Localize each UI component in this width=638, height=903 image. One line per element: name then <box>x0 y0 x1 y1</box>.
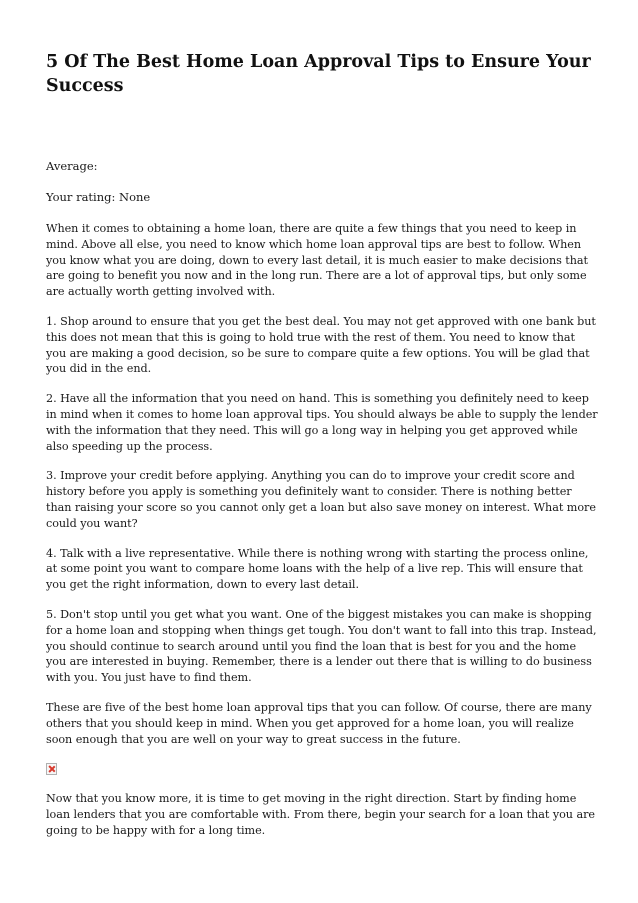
closing-paragraph: Now that you know more, it is time to get moving in the right direction. Start by finding home loan lenders that you are comfortable with. From there, begin your search for a loan that you are going to be happy with for a long time. <box>46 792 595 837</box>
document-title: 5 Of The Best Home Loan Approval Tips to Ensure Your Success <box>46 52 591 96</box>
tip-paragraph-5: 5. Don't stop until you get what you want. One of the biggest mistakes you can make is shopping for a home loan and stopping when things get tough. You don't want to fall into this trap. Instead, you should continue to search around until you find the loan that is best for you and the home you are interested in buying. Remember, there is a lender out there that is willing to do business with you. You just have to find them. <box>46 607 597 685</box>
tip-paragraph-4: 4. Talk with a live representative. While there is nothing wrong with starting the process online, at some point you want to compare home loans with the help of a live rep. This will ensure that you get the right information, down to every last detail. <box>46 546 589 592</box>
tip-paragraph-3: 3. Improve your credit before applying. Anything you can do to improve your credit score and history before you apply is something you definitely want to consider. There is nothing better than raising your score so you cannot only get a loan but also save money on interest. What more could you want? <box>46 469 596 530</box>
embedded-image <box>46 763 58 775</box>
tip-paragraph-1: 1. Shop around to ensure that you get the best deal. You may not get approved with one bank but this does not mean that this is going to hold true with the rest of them. You need to know that you are making a good decision, so be sure to compare quite a few options. You will be glad that you did in the end. <box>46 314 596 376</box>
your-rating-label: Your rating: None <box>46 190 151 204</box>
document-page <box>46 50 598 839</box>
average-rating-label: Average: <box>46 159 98 173</box>
intro-paragraph: When it comes to obtaining a home loan, there are quite a few things that you need to keep in mind. Above all else, you need to know which home loan approval tips are best to follow. When you know what you are doing, down to every last detail, it is much easier to make decisions that are going to benefit you now and in the long run. There are a lot of approval tips, but only some are actually worth getting involved with. <box>46 222 588 299</box>
broken-image-icon <box>46 763 57 775</box>
tip-paragraph-2: 2. Have all the information that you need on hand. This is something you definitely need to keep in mind when it comes to home loan approval tips. You should always be able to supply the lender with the information that they need. This will go a long way in helping you get approved while also speeding up the process. <box>46 392 598 453</box>
summary-paragraph: These are five of the best home loan approval tips that you can follow. Of course, there are many others that you should keep in mind. When you get approved for a home loan, you will realize soon enough that you are well on your way to great success in the future. <box>46 700 592 746</box>
